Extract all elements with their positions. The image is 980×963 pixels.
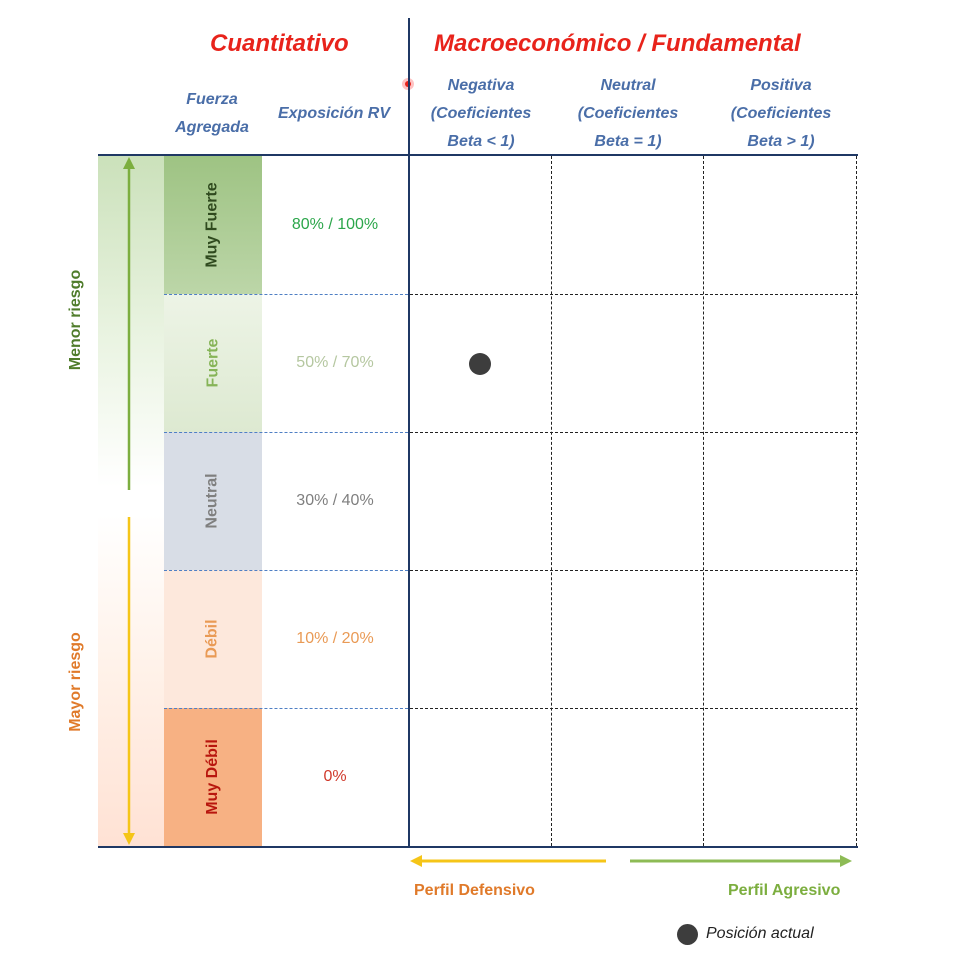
- col-separator: [703, 156, 704, 846]
- fuerza-cell-debil: [164, 570, 262, 708]
- row-separator-grid: [410, 708, 858, 709]
- profile-arrows: [408, 852, 858, 870]
- row-separator-grid: [410, 432, 858, 433]
- fuerza-cell-muy-debil: [164, 708, 262, 846]
- vertical-axis: [408, 18, 410, 848]
- fuerza-label: Neutral: [204, 473, 221, 529]
- fuerza-label: Fuerte: [204, 338, 221, 388]
- row-separator-left: [164, 708, 408, 709]
- legend-label: Posición actual: [706, 925, 814, 942]
- arrow-left-yellow-icon: [410, 855, 606, 867]
- header-cuantitativo: Cuantitativo: [210, 30, 349, 57]
- exposicion-muy-debil: 0%: [323, 768, 347, 785]
- label-perfil-defensivo: Perfil Defensivo: [414, 882, 535, 899]
- header-col-negativa: Negativa (Coeficientes Beta < 1): [430, 77, 532, 150]
- exposicion-fuerte: 50% / 70%: [296, 354, 374, 371]
- fuerza-cell-neutral: [164, 432, 262, 570]
- bottom-axis: [98, 846, 858, 848]
- col-separator: [856, 156, 857, 846]
- fuerza-label: Muy Fuerte: [204, 182, 221, 268]
- legend-dot-icon: [677, 924, 698, 945]
- current-position-marker: [469, 353, 491, 375]
- fuerza-cell-fuerte: [164, 294, 262, 432]
- header-exposicion: Exposición RV: [277, 105, 391, 122]
- row-separator-left: [164, 432, 408, 433]
- row-separator-left: [164, 294, 408, 295]
- fuerza-label: Débil: [204, 619, 221, 659]
- row-separator-grid: [410, 570, 858, 571]
- arrow-right-green-icon: [630, 855, 852, 867]
- label-mayor-riesgo: Mayor riesgo: [67, 632, 84, 732]
- col-separator: [551, 156, 552, 846]
- arrow-down-yellow-icon: [123, 517, 135, 845]
- fuerza-label: Muy Débil: [204, 739, 221, 815]
- risk-arrows: [118, 155, 142, 847]
- label-menor-riesgo: Menor riesgo: [67, 269, 84, 371]
- header-col-positiva: Positiva (Coeficientes Beta > 1): [730, 77, 832, 150]
- header-col-neutral: Neutral (Coeficientes Beta = 1): [577, 77, 679, 150]
- row-separator-left: [164, 570, 408, 571]
- arrow-up-green-icon: [123, 157, 135, 490]
- row-separator-grid: [410, 294, 858, 295]
- fuerza-cell-muy-fuerte: [164, 156, 262, 294]
- exposicion-neutral: 30% / 40%: [296, 492, 374, 509]
- header-macro: Macroeconómico / Fundamental: [434, 30, 801, 57]
- label-perfil-agresivo: Perfil Agresivo: [728, 882, 841, 899]
- exposicion-muy-fuerte: 80% / 100%: [291, 216, 379, 233]
- header-fuerza: Fuerza Agregada: [175, 91, 249, 136]
- header-divider-line: [98, 154, 858, 156]
- exposicion-debil: 10% / 20%: [296, 630, 374, 647]
